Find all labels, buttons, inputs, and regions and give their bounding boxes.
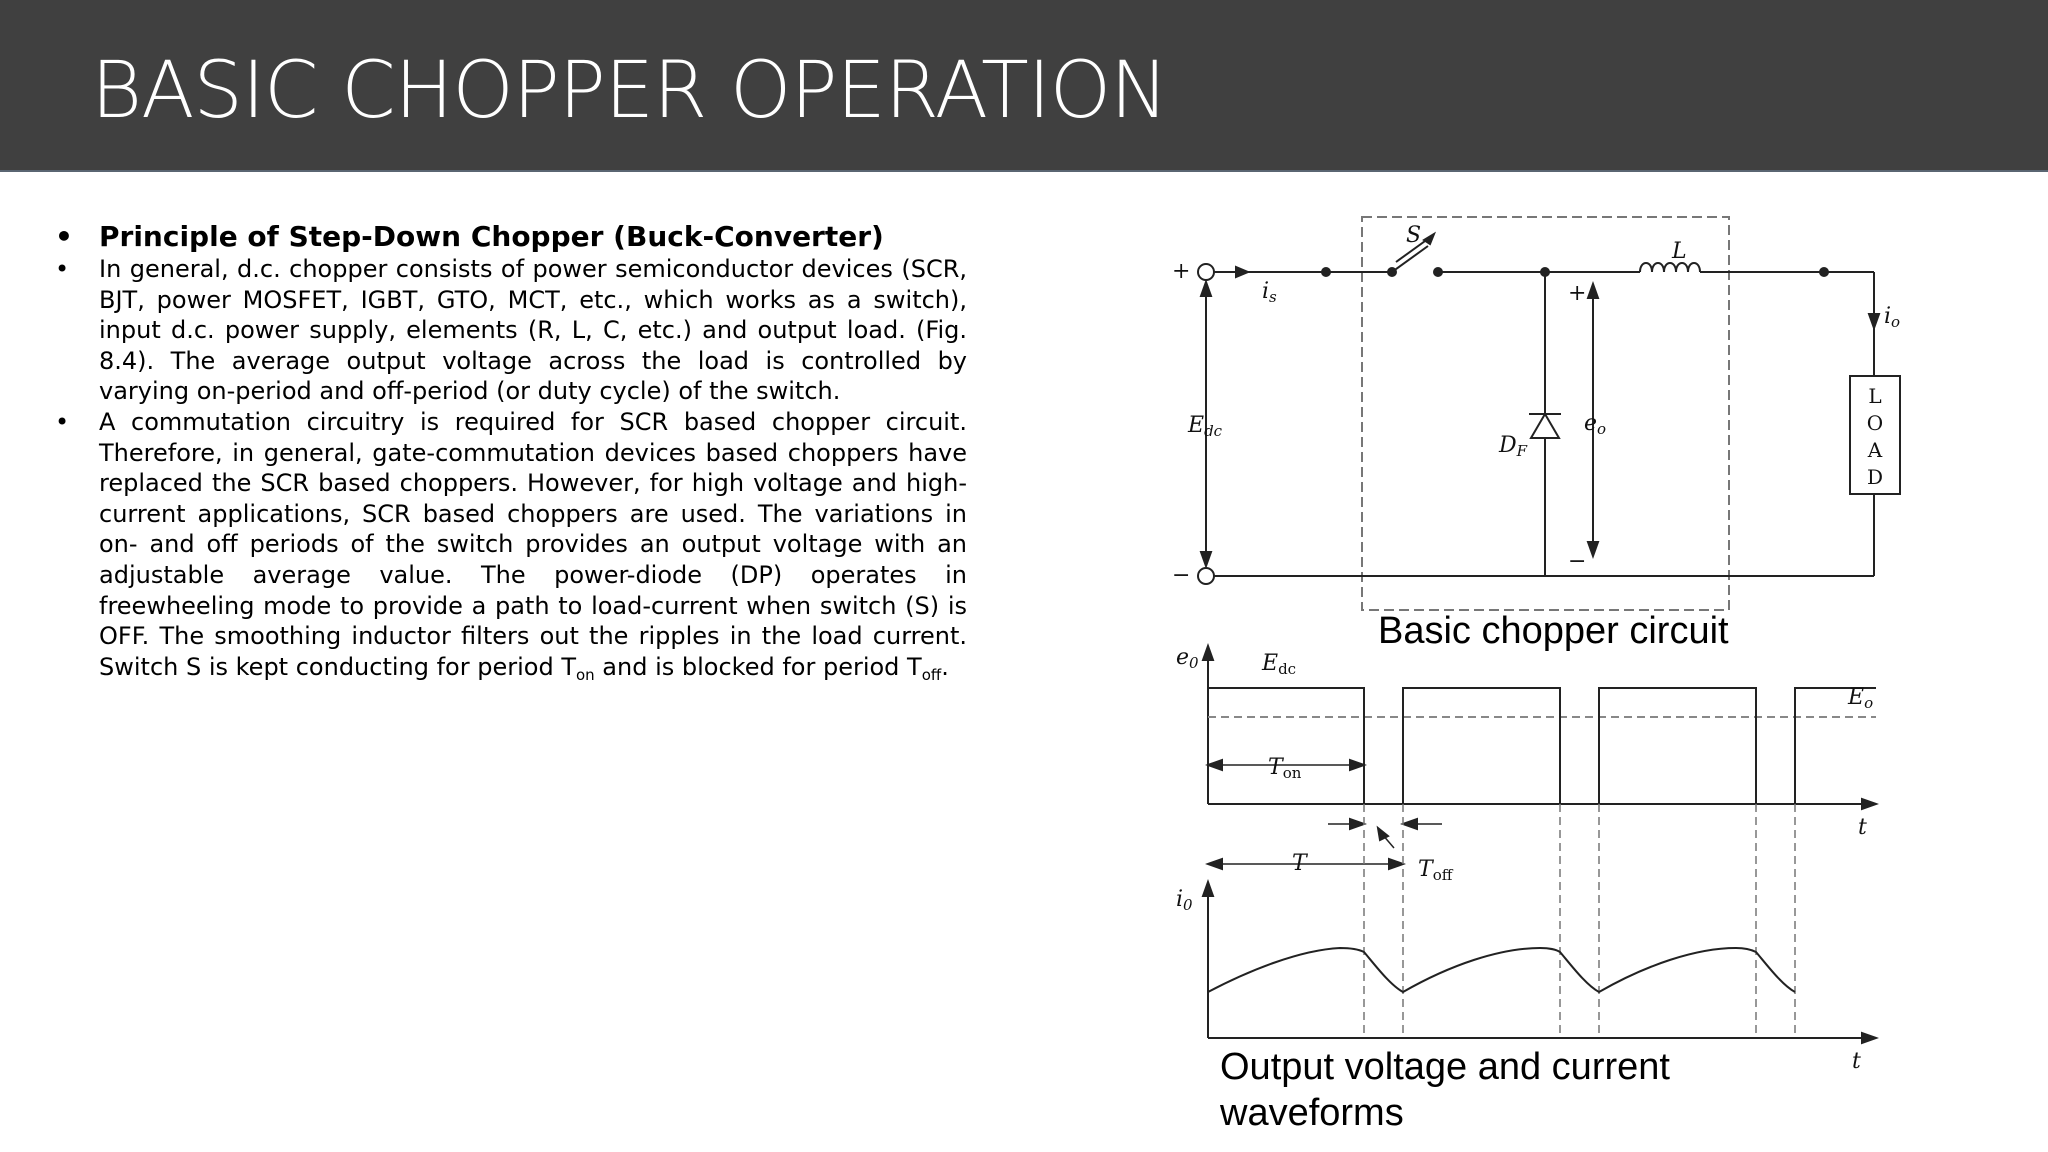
negative-terminal <box>1198 568 1214 584</box>
positive-terminal <box>1198 264 1214 280</box>
switch-label: S <box>1406 223 1422 248</box>
io-label: io <box>1884 304 1901 331</box>
title-bar <box>0 0 2048 172</box>
chopper-figure <box>1160 205 1920 1145</box>
paragraph-1-text: In general, d.c. chopper consists of power semiconductor devices (SCR, BJT, power MOSFET, IGBT, GTO, MCT, etc., which works as a switch), input d.c. power supply, elements (R, L, C, etc.) and output load. (Fig. 8.4). The average output voltage across the load is controlled by varying on-period and off-period (or duty cycle) of the switch. <box>99 255 967 406</box>
load-letter: L <box>1868 384 1882 408</box>
eo-average-label: Eo <box>1848 685 1874 712</box>
paragraph-2-text: A commutation circuitry is required for SCR based chopper circuit. Therefore, in general, gate-commutation devices based choppers have replaced the SCR based choppers. However, for high voltage and high-current applications, SCR based choppers are used. The variations in on- and off periods of the switch provides an output voltage with an adjustable average value. The power-diode (DP) operates in freewheeling mode to provide a path to load-current when switch (S) is OFF. The smoothing inductor filters out the ripples in the load current. Switch S is kept conducting for period T <box>99 407 967 681</box>
diode-label: DF <box>1499 433 1528 460</box>
edc-label: Edc <box>1262 651 1297 678</box>
current-waveform <box>1208 948 1795 992</box>
e0-axis-label: e0 <box>1176 645 1199 672</box>
waveform-diagram <box>1203 646 1876 1043</box>
bullet-list <box>55 220 967 682</box>
bullet-paragraph-2 <box>55 407 967 682</box>
inductor-label: L <box>1672 239 1687 264</box>
inductor <box>1640 263 1700 272</box>
t-axis-label-bottom: t <box>1852 1049 1861 1074</box>
paragraph-2-mid: and is blocked for period T <box>594 652 922 681</box>
toff-subscript: off <box>921 665 942 684</box>
slide-title: BASIC CHOPPER OPERATION <box>91 46 1168 136</box>
circuit-diagram <box>1198 217 1900 610</box>
voltage-square-wave <box>1208 688 1876 804</box>
ton-subscript: on <box>575 665 595 684</box>
bullet-dot: • <box>55 220 73 253</box>
switch-blade <box>1392 246 1428 272</box>
bullet-dot: • <box>55 407 70 436</box>
heading-text: Principle of Step-Down Chopper (Buck-Converter) <box>99 220 884 253</box>
ton-label: Ton <box>1268 755 1302 782</box>
load-letter: A <box>1867 438 1883 462</box>
t-axis-label-top: t <box>1858 815 1867 840</box>
bullet-dot: • <box>55 255 70 283</box>
diode-minus-sign: − <box>1568 549 1587 574</box>
source-label: Edc <box>1188 413 1223 440</box>
minus-sign: − <box>1172 563 1191 588</box>
load-letter: D <box>1866 465 1884 489</box>
load-letter: O <box>1866 411 1884 435</box>
eo-label: eo <box>1584 411 1607 438</box>
paragraph-2-end: . <box>941 652 949 681</box>
i0-axis-label: i0 <box>1176 887 1193 914</box>
circuit-caption: Basic chopper circuit <box>1378 610 1729 652</box>
waveform-caption: Output voltage and current waveforms <box>1220 1046 1670 1134</box>
toff-label: Toff <box>1418 857 1453 884</box>
is-label: is <box>1262 279 1277 306</box>
diode <box>1531 414 1559 438</box>
plus-sign: + <box>1172 259 1191 284</box>
bullet-heading <box>55 220 967 254</box>
period-label: T <box>1292 851 1307 876</box>
diode-plus-sign: + <box>1568 281 1587 306</box>
circuit-labels <box>1172 223 1900 588</box>
bullet-paragraph-1 <box>55 254 967 407</box>
waveform-labels <box>1176 645 1873 1074</box>
